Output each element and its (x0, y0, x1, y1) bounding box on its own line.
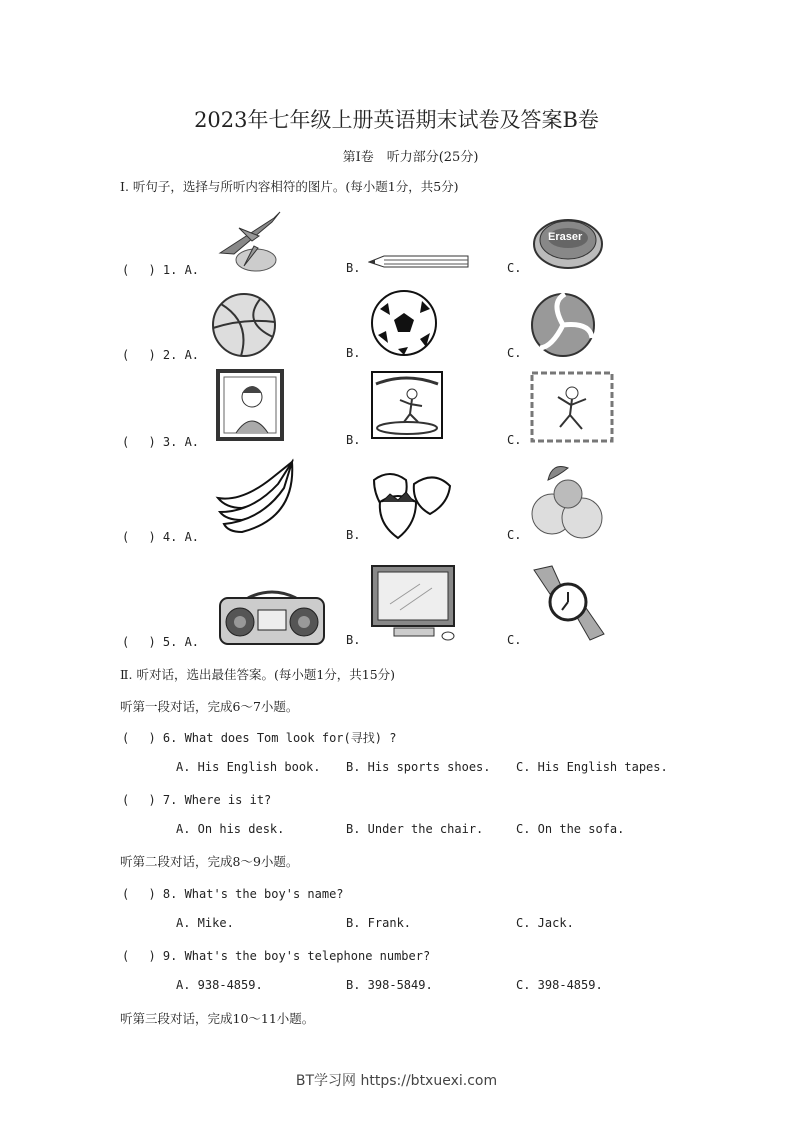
q1-option-b: B. (346, 261, 361, 275)
q8-option-c: C. Jack. (516, 916, 574, 930)
strawberries-picture (370, 460, 452, 540)
eraser-picture (532, 212, 604, 270)
girl-portrait-picture (216, 369, 284, 441)
group1-instruction: 听第一段对话，完成6～7小题。 (120, 699, 299, 714)
basketball-picture (211, 292, 277, 358)
q9-option-c: C. 398-4859. (516, 978, 603, 992)
q6-option-b: B. His sports shoes. (346, 760, 491, 774)
watch-picture (530, 564, 606, 642)
q5-option-c: C. (507, 633, 522, 647)
radio-cassette-picture (218, 586, 326, 646)
q8-option-a: A. Mike. (176, 916, 234, 930)
q6-option-a: A. His English book. (176, 760, 321, 774)
q7-option-a: A. On his desk. (176, 822, 285, 836)
q8-question: ( ) 8. What's the boy's name? (122, 887, 344, 901)
q8-option-b: B. Frank. (346, 916, 412, 930)
footer-watermark: BT学习网 https://btxuexi.com (295, 1073, 498, 1089)
page-title: 2023年七年级上册英语期末试卷及答案B卷 (194, 108, 599, 132)
bananas-picture (212, 458, 298, 534)
q4-option-c: C. (507, 528, 522, 542)
q7-option-c: C. On the sofa. (516, 822, 625, 836)
q2-option-c: C. (507, 346, 522, 360)
q7-question: ( ) 7. Where is it? (122, 793, 272, 807)
section2-heading: Ⅱ. 听对话，选出最佳答案。(每小题1分，共15分) (120, 667, 396, 682)
section1-heading: Ⅰ. 听句子，选择与所听内容相符的图片。(每小题1分，共5分) (120, 179, 459, 194)
q1-label: ( ) 1. A. (122, 263, 200, 277)
q9-option-b: B. 398-5849. (346, 978, 433, 992)
volleyball-picture (530, 292, 596, 358)
q4-label: ( ) 4. A. (122, 530, 200, 544)
computer-monitor-picture (370, 564, 466, 642)
q3-option-b: B. (346, 433, 361, 447)
q9-option-a: A. 938-4859. (176, 978, 263, 992)
q6-option-c: C. His English tapes. (516, 760, 668, 774)
q5-option-b: B. (346, 633, 361, 647)
q5-label: ( ) 5. A. (122, 635, 200, 649)
q7-option-b: B. Under the chair. (346, 822, 484, 836)
q3-option-c: C. (507, 433, 522, 447)
q2-label: ( ) 2. A. (122, 348, 200, 362)
group2-instruction: 听第二段对话，完成8～9小题。 (120, 854, 299, 869)
boy-dancing-picture (530, 371, 614, 443)
q6-question: ( ) 6. What does Tom look for(寻找) ? (122, 731, 397, 745)
pencil-picture (368, 254, 470, 270)
q1-option-c: C. (507, 261, 522, 275)
q9-question: ( ) 9. What's the boy's telephone number? (122, 949, 431, 963)
part-subtitle: 第Ⅰ卷 听力部分(25分) (342, 150, 479, 165)
airplane-picture (214, 208, 284, 273)
q3-label: ( ) 3. A. (122, 435, 200, 449)
eraser-label: Eraser (548, 231, 583, 243)
lemons-picture (528, 460, 608, 540)
soccer-ball-picture (370, 289, 438, 357)
q4-option-b: B. (346, 528, 361, 542)
q2-option-b: B. (346, 346, 361, 360)
boy-running-outdoors-picture (370, 370, 444, 440)
group3-instruction: 听第三段对话，完成10～11小题。 (120, 1011, 315, 1026)
